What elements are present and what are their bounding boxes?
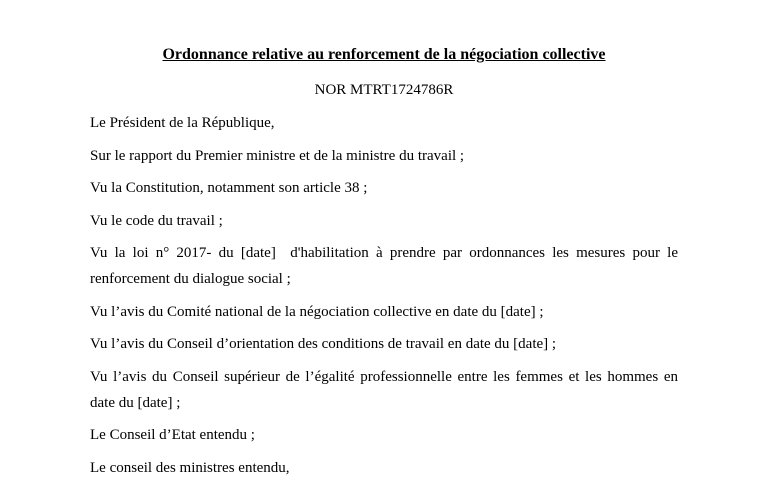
- document-paragraph: [90, 364, 678, 416]
- document-paragraph: [90, 455, 678, 481]
- document-body: [90, 110, 678, 481]
- paragraph-line: Sur le rapport du Premier ministre et de la ministre du travail ;: [90, 147, 465, 164]
- document-paragraph: [90, 422, 678, 448]
- paragraph-line: Vu la loi n° 2017- du [date] d'habilitation à prendre par ordonnances les mesures pour le: [90, 245, 678, 261]
- paragraph-line: Vu l’avis du Conseil supérieur de l’égalité professionnelle entre les femmes et les hommes en: [90, 368, 678, 385]
- document-title: Ordonnance relative au renforcement de la négociation collective: [162, 46, 606, 63]
- paragraph-line: Le Conseil d’Etat entendu ;: [90, 427, 255, 443]
- paragraph-line: renforcement du dialogue social ;: [90, 271, 291, 287]
- paragraph-line: date du [date] ;: [90, 394, 181, 411]
- paragraph-line: Vu l’avis du Comité national de la négociation collective en date du [date] ;: [90, 303, 544, 320]
- paragraph-line: Le conseil des ministres entendu,: [90, 459, 290, 476]
- document-paragraph: [90, 331, 678, 357]
- document-paragraph: [90, 175, 678, 201]
- paragraph-line: Le Président de la République,: [90, 115, 275, 131]
- nor-reference: NOR MTRT1724786R: [314, 82, 454, 98]
- paragraph-line: Vu l’avis du Conseil d’orientation des conditions de travail en date du [date] ;: [90, 336, 557, 352]
- document-paragraph: [90, 143, 678, 169]
- document-paragraph: [90, 208, 678, 234]
- paragraph-line: Vu la Constitution, notamment son article 38 ;: [90, 180, 368, 196]
- document-paragraph: [90, 299, 678, 325]
- document-paragraph: [90, 240, 678, 292]
- document-paragraph: [90, 110, 678, 136]
- paragraph-line: Vu le code du travail ;: [90, 212, 223, 229]
